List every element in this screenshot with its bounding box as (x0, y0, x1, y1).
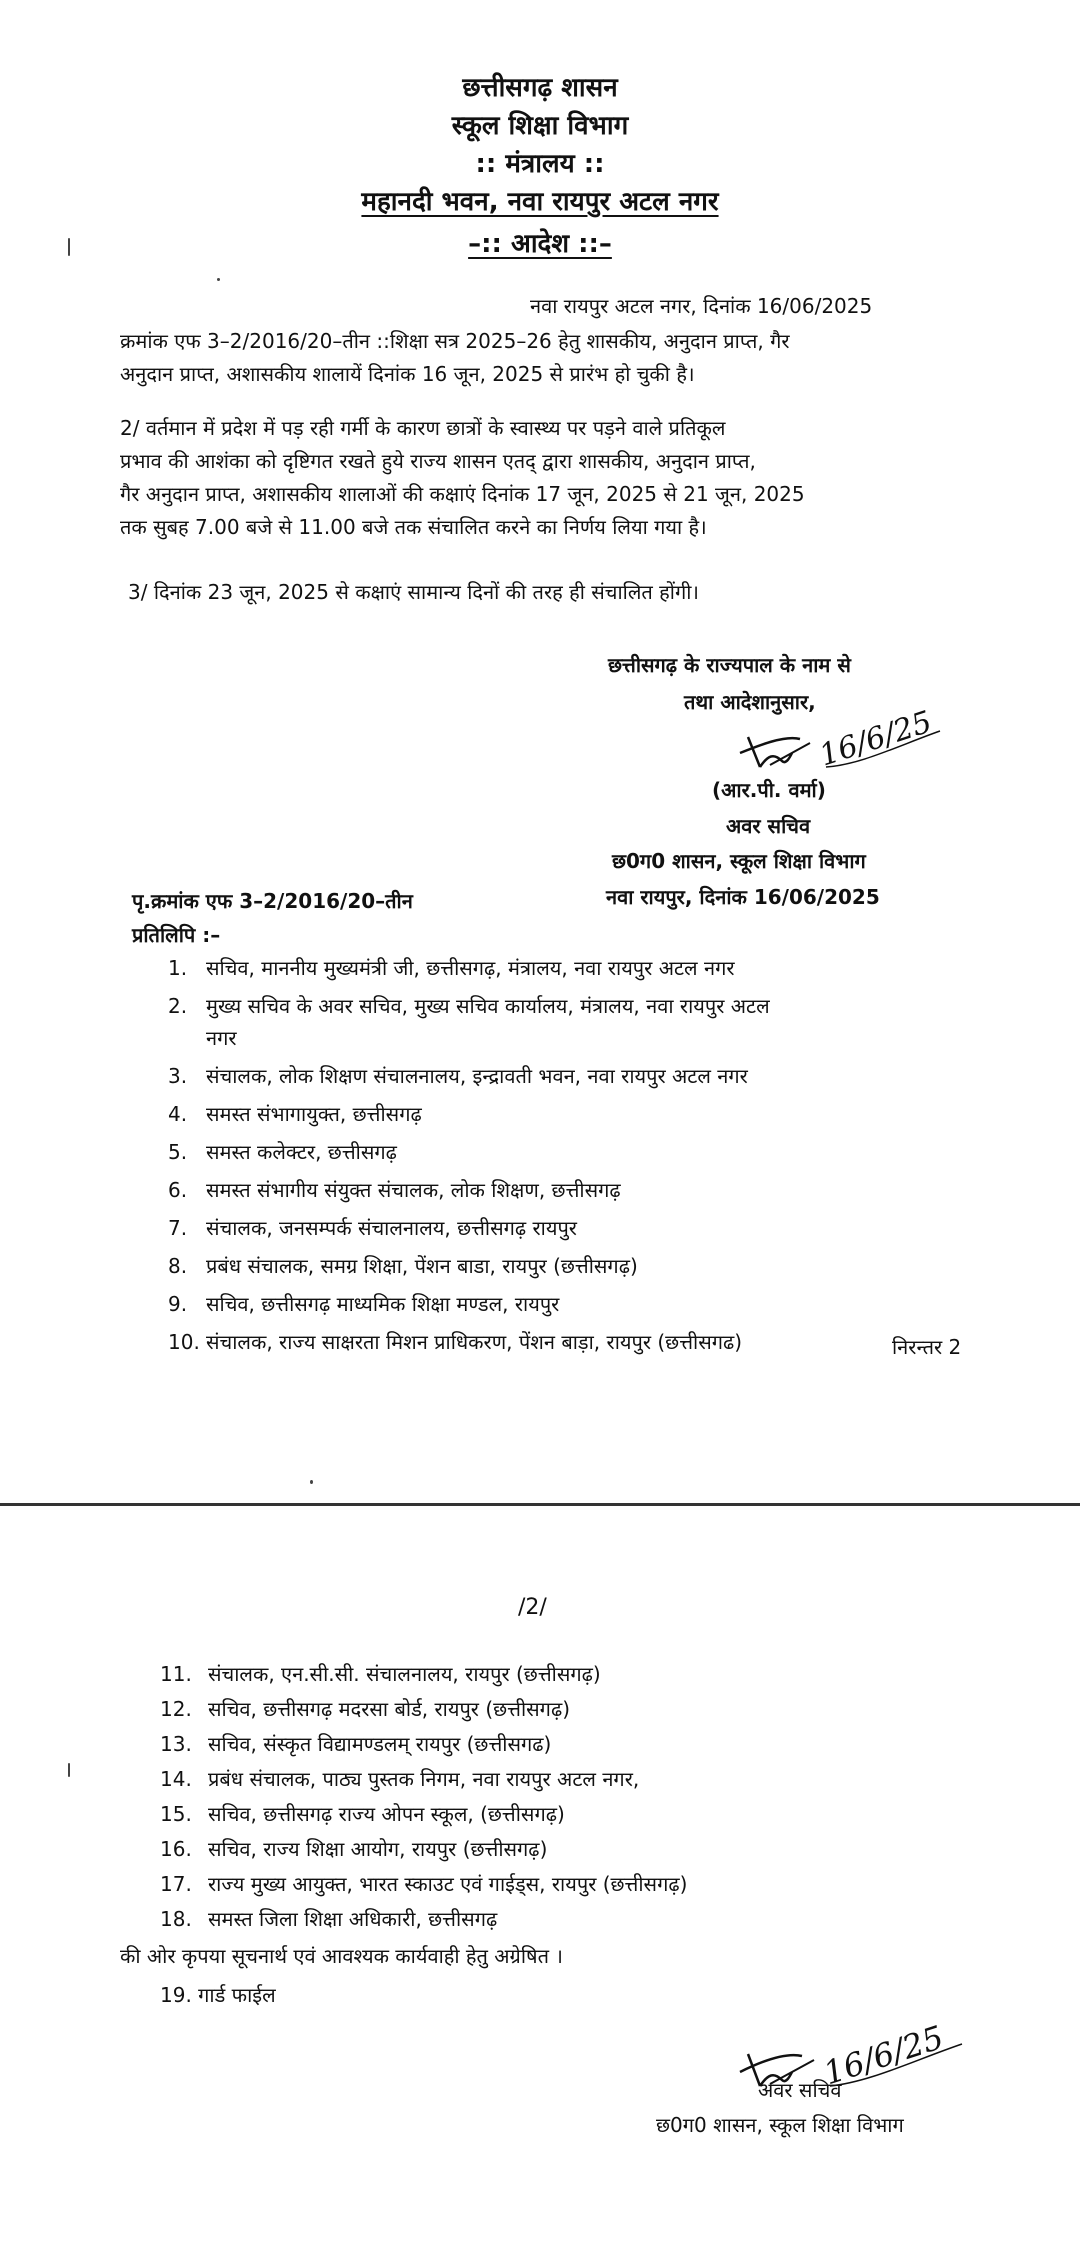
signatory-designation: अवर सचिव (726, 814, 811, 838)
signatory-department: छ0ग0 शासन, स्कूल शिक्षा विभाग (656, 2113, 904, 2137)
list-text: समस्त कलेक्टर, छत्तीसगढ़ (206, 1140, 397, 1164)
list-text: समस्त संभागायुक्त, छत्तीसगढ़ (206, 1102, 422, 1126)
order-paragraph-2 (120, 412, 970, 544)
list-text: सचिव, राज्य शिक्षा आयोग, रायपुर (छत्तीसगढ़) (208, 1837, 548, 1861)
paragraph-line: 2/ वर्तमान में प्रदेश में पड़ रही गर्मी के कारण छात्रों के स्वास्थ्य पर पड़ने वाले प्रतिकूल (120, 416, 726, 440)
list-item (168, 1212, 998, 1244)
list-item (168, 1326, 998, 1358)
scan-speck (310, 1480, 313, 1484)
list-text: सचिव, माननीय मुख्यमंत्री जी, छत्तीसगढ़, मंत्रालय, नवा रायपुर अटल नगर (206, 956, 735, 980)
list-number: 8. (168, 1254, 188, 1278)
header-ministry: :: मंत्रालय :: (475, 149, 605, 179)
list-number: 13. (160, 1732, 192, 1756)
signatory-designation: अवर सचिव (758, 2078, 842, 2102)
list-text: प्रबंध संचालक, पाठ्य पुस्तक निगम, नवा रायपुर अटल नगर, (208, 1767, 640, 1791)
order-paragraph-1 (120, 325, 970, 391)
list-item (160, 1868, 960, 1900)
copy-list-page-1 (168, 952, 998, 1364)
signature-date: 16/6/25 (815, 705, 937, 774)
list-number: 14. (160, 1767, 192, 1791)
page-number: /2/ (518, 1595, 547, 1620)
paragraph-line: तक सुबह 7.00 बजे से 11.00 बजे तक संचालित करने का निर्णय लिया गया है। (120, 515, 707, 539)
list-item (160, 1833, 960, 1865)
list-number: 17. (160, 1872, 192, 1896)
list-text: सचिव, छत्तीसगढ़ राज्य ओपन स्कूल, (छत्तीसगढ़) (208, 1802, 565, 1826)
list-number: 15. (160, 1802, 192, 1826)
list-number: 4. (168, 1102, 188, 1126)
list-item (168, 990, 998, 1054)
paragraph-line: अनुदान प्राप्त, अशासकीय शालायें दिनांक 16 जून, 2025 से प्रारंभ हो चुकी है। (120, 362, 695, 386)
header-government: छत्तीसगढ़ शासन (462, 73, 618, 103)
list-text: मुख्य सचिव के अवर सचिव, मुख्य सचिव कार्यालय, मंत्रालय, नवा रायपुर अटल (206, 994, 770, 1018)
scan-mark (68, 1763, 70, 1777)
list-number: 18. (160, 1907, 192, 1931)
list-item (160, 1763, 960, 1795)
endorsement-date: नवा रायपुर, दिनांक 16/06/2025 (606, 885, 880, 909)
list-number: 19. (160, 1983, 192, 2007)
list-number: 5. (168, 1140, 188, 1164)
list-text: समस्त जिला शिक्षा अधिकारी, छत्तीसगढ़ (208, 1907, 498, 1931)
list-text: सचिव, छत्तीसगढ़ माध्यमिक शिक्षा मण्डल, रायपुर (206, 1292, 560, 1316)
signatory-line-2: तथा आदेशानुसार, (684, 690, 816, 714)
list-text: प्रबंध संचालक, समग्र शिक्षा, पेंशन बाडा, रायपुर (छत्तीसगढ़) (206, 1254, 638, 1278)
paragraph-line: गैर अनुदान प्राप्त, अशासकीय शालाओं की कक्षाएं दिनांक 17 जून, 2025 से 21 जून, 2025 (120, 482, 805, 506)
signature-date: 16/6/25 (818, 2018, 949, 2093)
page-separator (0, 1503, 1080, 1506)
signatory-line-1: छत्तीसगढ़ के राज्यपाल के नाम से (608, 653, 851, 677)
list-item (160, 1658, 960, 1690)
endorsement-ref-no: पृ.क्रमांक एफ 3–2/2016/20–तीन (132, 889, 413, 913)
list-text: सचिव, छत्तीसगढ़ मदरसा बोर्ड, रायपुर (छत्तीसगढ़) (208, 1697, 571, 1721)
list-item (168, 1174, 998, 1206)
list-text: नगर (206, 1026, 237, 1050)
list-number: 12. (160, 1697, 192, 1721)
signature-image (730, 705, 950, 785)
list-text: गार्ड फाईल (198, 1983, 276, 2007)
list-item (168, 952, 998, 984)
list-text: संचालक, जनसम्पर्क संचालनालय, छत्तीसगढ़ रायपुर (206, 1216, 577, 1240)
list-number: 6. (168, 1178, 188, 1202)
list-number: 9. (168, 1292, 188, 1316)
list-item (168, 1250, 998, 1282)
list-item (160, 1693, 960, 1725)
list-text: सचिव, संस्कृत विद्यामण्डलम् रायपुर (छत्तीसगढ) (208, 1732, 552, 1756)
list-text: संचालक, लोक शिक्षण संचालनालय, इन्द्रावती भवन, नवा रायपुर अटल नगर (206, 1064, 748, 1088)
paragraph-line: प्रभाव की आशंका को दृष्टिगत रखते हुये राज्य शासन एतद् द्वारा शासकीय, अनुदान प्राप्त, (120, 449, 756, 473)
list-number: 3. (168, 1064, 188, 1088)
list-number: 16. (160, 1837, 192, 1861)
header-order-title: –:: आदेश ::– (468, 229, 612, 259)
list-item (160, 1798, 960, 1830)
page-2 (0, 1508, 1080, 2256)
list-item (168, 1136, 998, 1168)
list-number: 7. (168, 1216, 188, 1240)
list-number: 2. (168, 994, 188, 1018)
list-text: संचालक, एन.सी.सी. संचालनालय, रायपुर (छत्तीसगढ़) (208, 1662, 601, 1686)
list-number: 11. (160, 1662, 192, 1686)
header-department: स्कूल शिक्षा विभाग (451, 111, 629, 141)
scan-mark (68, 238, 70, 256)
copy-list-page-2 (160, 1658, 960, 1938)
paragraph-line: क्रमांक एफ 3–2/2016/20–तीन ::शिक्षा सत्र 2025–26 हेतु शासकीय, अनुदान प्राप्त, गैर (120, 329, 790, 353)
scan-speck (217, 278, 220, 281)
list-item (168, 1060, 998, 1092)
forward-note: की ओर कृपया सूचनार्थ एवं आवश्यक कार्यवाही हेतु अग्रेषित । (120, 1944, 563, 1968)
continued-note: निरन्तर 2 (892, 1335, 962, 1359)
list-item (160, 1728, 960, 1760)
list-number: 10. (168, 1330, 200, 1354)
order-date-line: नवा रायपुर अटल नगर, दिनांक 16/06/2025 (530, 294, 873, 318)
list-text: संचालक, राज्य साक्षरता मिशन प्राधिकरण, पेंशन बाड़ा, रायपुर (छत्तीसगढ) (206, 1330, 743, 1354)
signatory-department: छ0ग0 शासन, स्कूल शिक्षा विभाग (612, 849, 866, 873)
list-item (168, 1098, 998, 1130)
list-number: 1. (168, 956, 188, 980)
signatory-name: (आर.पी. वर्मा) (712, 778, 826, 802)
list-item (160, 1903, 960, 1935)
header-address: महानदी भवन, नवा रायपुर अटल नगर (361, 187, 719, 217)
order-paragraph-3: 3/ दिनांक 23 जून, 2025 से कक्षाएं सामान्य दिनों की तरह ही संचालित होंगी। (128, 580, 699, 604)
list-item-guard-file (160, 1981, 276, 2009)
list-text: समस्त संभागीय संयुक्त संचालक, लोक शिक्षण, छत्तीसगढ़ (206, 1178, 621, 1202)
list-item (168, 1288, 998, 1320)
list-text: राज्य मुख्य आयुक्त, भारत स्काउट एवं गाईड्स, रायपुर (छत्तीसगढ़) (208, 1872, 688, 1896)
copy-to-label: प्रतिलिपि :– (132, 923, 221, 947)
